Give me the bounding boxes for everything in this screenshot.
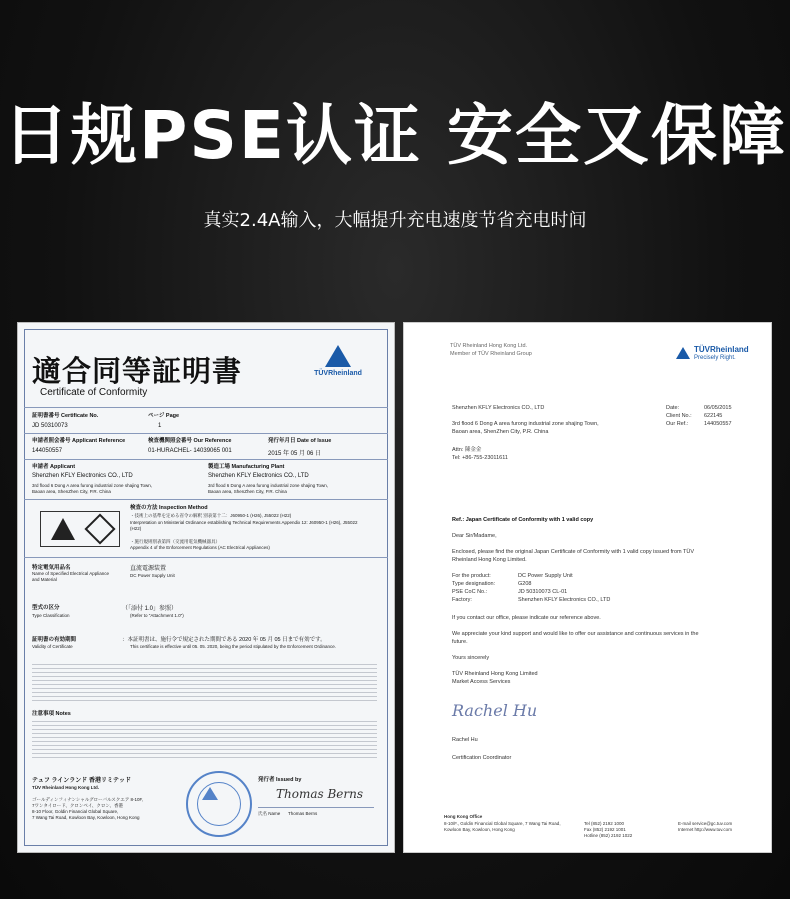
method-label: 検査の方法 Inspection Method — [130, 505, 208, 511]
appliance-label: 特定電気用品名 — [32, 565, 71, 571]
hero-title: 日规PSE认证 安全又保障 — [3, 97, 787, 174]
app-ref-label: 申請者照会番号 Applicant Reference — [32, 438, 126, 444]
signature-line — [258, 807, 374, 808]
validity-en: This certificate is effective until 05. 05. 2020, being the period stipulated by the Enforcement Ordinance. — [130, 644, 337, 649]
validity-label: 証明書の有効期間 — [32, 637, 77, 643]
issue-date: 2015 年 05 月 06 日 — [268, 451, 322, 457]
applicant-address-1: 3rd flood 6 Dong A area furong industrial zone shajing Town, — [32, 483, 152, 488]
validity: ：本証明書は、施行令で規定された期間である 2020 年 05 月 05 日まで有効です。 — [122, 637, 326, 643]
company-name: TÜV Rheinland Hong Kong Limited — [452, 671, 538, 677]
tuv-logo-text: TÜVRheinland — [314, 370, 362, 377]
plant-address-2: Baoan area, ShenZhen City, P.R. China — [208, 489, 287, 494]
department: Market Access Services — [452, 679, 511, 685]
issuer-address-2: 7ワンタイロード、クロンベイ、クロン、香港 — [32, 803, 124, 808]
type-label: 型式の区分 — [32, 605, 60, 611]
type-value: （「添付 1.0」参照） — [122, 606, 178, 612]
signer-title: Certification Coordinator — [452, 755, 512, 761]
signature: Rachel Hu — [452, 701, 538, 720]
plant-label: 製造工場 Manufacturing Plant — [208, 464, 285, 470]
issuer-address-3: 8-10 Floor, Goldin Financial Global Square, — [32, 809, 119, 814]
page-number: 1 — [158, 423, 162, 429]
client-label: Client No.: — [666, 413, 692, 419]
contact-note: If you contact our office, please indicate our reference above. — [452, 615, 601, 621]
hero-subtitle: 真实2.4A输入，大幅提升充电速度节省充电时间 — [203, 210, 587, 231]
field-product: DC Power Supply Unit — [518, 573, 573, 579]
issue-date-label: 発行年月日 Date of Issue — [268, 438, 332, 444]
attention: Attn: 陳金金 — [452, 447, 482, 453]
client-value: 622145 — [704, 413, 723, 419]
tuv-slogan: Precisely Right. — [694, 355, 736, 361]
footer-address-1: 8-10/F., Goldin Financial Global Square, 7 Wang Tai Road, — [444, 821, 561, 826]
type-value-en: (Refer to "Attachment 1.0") — [130, 613, 184, 618]
appliance-en: DC Power Supply Unit — [130, 573, 175, 578]
field-type: G208 — [518, 581, 532, 587]
signer-name: Thomas Berns — [288, 811, 318, 816]
divider — [24, 499, 388, 500]
applicant: Shenzhen KFLY Electronics CO., LTD — [32, 473, 133, 479]
appreciation-2: future. — [452, 639, 468, 645]
signer-label: 氏名 Name — [258, 811, 281, 816]
appliance: 直流電源装置 — [130, 566, 167, 572]
divider — [24, 433, 388, 434]
type-label-en: Type Classification — [32, 613, 70, 618]
applicant-label: 申請者 Applicant — [32, 464, 76, 470]
field-coc: JD 50310073 CL-01 — [518, 589, 568, 595]
notes-label: 注意事項 Notes — [32, 711, 71, 717]
telephone: Tel: +86-755-23011611 — [452, 455, 508, 461]
tuv-triangle-icon — [676, 347, 690, 359]
tuv-cover-letter — [403, 322, 772, 853]
issuer-signature: Thomas Berns — [276, 787, 364, 801]
body-line-1: Enclosed, please find the original Japan Certificate of Conformity with 1 valid copy issued from TÜV — [452, 549, 695, 555]
date-label: Date: — [666, 405, 680, 411]
footer-office: Hong Kong Office — [444, 814, 483, 819]
greeting: Dear Sir/Madame, — [452, 533, 497, 539]
date-value: 06/05/2015 — [704, 405, 732, 411]
tuv-seal-stamp — [186, 771, 252, 837]
footer-fax: Fax (852) 2192 1001 — [584, 827, 626, 832]
issuer-address-1: ゴールディンフィナンシャルグローバルスクエア 8-10F, — [32, 797, 143, 802]
method-2: ・施行規則別表第四（交流用電気機械器具） — [130, 539, 220, 544]
subject: Ref.: Japan Certificate of Conformity with 1 valid copy — [452, 517, 594, 523]
certificate-title-jp: 適合同等証明書 — [32, 354, 243, 388]
field-type-label: Type designation: — [452, 581, 496, 587]
app-ref: 144050557 — [32, 448, 63, 454]
method-1: ・技術上の基準を定める省令の解釈 別表第十二：J60950-1 (H26), J55022 (H22) — [130, 513, 292, 518]
pse-diamond-icon — [84, 513, 115, 544]
pse-triangle-icon — [51, 518, 75, 540]
ref-label: Our Ref.: — [666, 421, 689, 427]
issued-by-label: 発行者 Issued by — [258, 777, 302, 783]
tuv-logo — [310, 345, 366, 377]
signer-name: Rachel Hu — [452, 737, 478, 743]
our-ref-label: 検査機関照会番号 Our Reference — [148, 438, 232, 444]
issuer-address-4: 7 Wang Tai Road, Kowloon Bay, Kowloon, Hong Kong — [32, 815, 140, 820]
ref-value: 144050557 — [704, 421, 732, 427]
footer-tel: Tel (852) 2192 1000 — [584, 821, 625, 826]
our-ref: 01-HURACHEL- 14039065 001 — [148, 448, 232, 454]
field-factory: Shenzhen KFLY Electronics CO., LTD — [518, 597, 611, 603]
applicant-address-2: Baoan area, ShenZhen City, P.R. China — [32, 489, 111, 494]
plant-address-1: 3rd flood 6 Dong A area furong industrial zone shajing Town, — [208, 483, 328, 488]
divider — [24, 407, 388, 408]
recipient-address-1: 3rd flood 6 Dong A area furong industrial zone shajing Town, — [452, 421, 599, 427]
issuer-jp: テュフ ラインランド 香港リミテッド — [32, 778, 131, 784]
footer-hotline: Hotline (852) 2192 1022 — [584, 833, 633, 838]
method-1-en: Interpretation on Ministerial Ordinance establishing Technical Requirements Appendix 12: J60950-1 (H26), J55022 (H22) — [130, 520, 358, 531]
recipient-address-2: Baoan area, ShenZhen City, P.R. China — [452, 429, 549, 435]
divider — [24, 459, 388, 460]
footer-web: Internet http://www.tuv.com — [678, 827, 732, 832]
certificate-of-conformity — [17, 322, 395, 853]
footer-email: E-mail service@gc.tuv.com — [678, 821, 733, 826]
seal-triangle-icon — [202, 787, 218, 800]
field-factory-label: Factory: — [452, 597, 472, 603]
pse-mark-box — [40, 511, 120, 547]
field-product-label: For the product: — [452, 573, 491, 579]
issuer-en: TÜV Rheinland Hong Kong Ltd. — [32, 785, 99, 790]
tuv-triangle-icon — [325, 345, 351, 367]
plant: Shenzhen KFLY Electronics CO., LTD — [208, 473, 309, 479]
tuv-logo-text: TÜVRheinland — [694, 345, 749, 354]
validity-label-en: Validity of Certificate — [32, 644, 73, 649]
notes-fine-print — [32, 718, 377, 758]
field-coc-label: PSE CoC No.: — [452, 589, 488, 595]
fine-print-body — [32, 661, 377, 703]
appliance-label-en: Name of Specified Electrical Appliance and Material — [32, 571, 110, 582]
letter-header-1: TÜV Rheinland Hong Kong Ltd. — [450, 343, 528, 349]
divider — [24, 557, 388, 558]
footer-address-2: Kowloon Bay, Kowloon, Hong Kong — [444, 827, 515, 832]
cert-no-label: 証明書番号 Certificate No. — [32, 413, 99, 419]
recipient-company: Shenzhen KFLY Electronics CO., LTD — [452, 405, 545, 411]
body-line-2: Rheinland Hong Kong Limited. — [452, 557, 527, 563]
appreciation-1: We appreciate your kind support and would like to offer our assistance and continuous services in the — [452, 631, 699, 637]
cert-no: JD 50310073 — [32, 423, 68, 429]
closing: Yours sincerely — [452, 655, 490, 661]
certificate-title-en: Certificate of Conformity — [40, 387, 148, 398]
letter-header-2: Member of TÜV Rheinland Group — [450, 351, 532, 357]
page-label: ページ Page — [148, 413, 180, 419]
method-2-en: Appendix 4 of the Enforcement Regulations (AC Electrical Appliances) — [130, 545, 270, 550]
